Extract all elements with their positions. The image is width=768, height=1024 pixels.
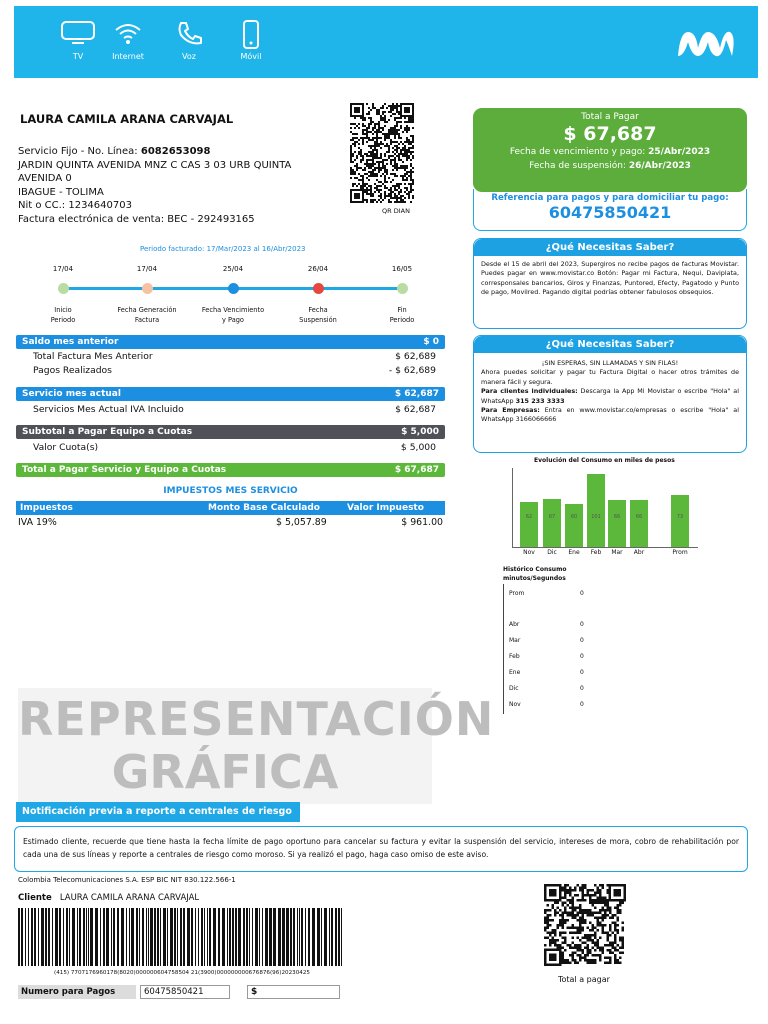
timeline-label: Fin Periodo xyxy=(389,306,415,324)
chart-x-label: Abr xyxy=(633,549,645,556)
chart-x-label: Dic xyxy=(547,549,557,556)
pay-number-field[interactable]: 60475850421 xyxy=(140,985,230,999)
timeline-date: 17/04 xyxy=(52,265,74,273)
timeline-dot xyxy=(142,283,153,294)
equipment-label: Subtotal a Pagar Equipo a Cuotas xyxy=(22,427,193,437)
tv-icon xyxy=(60,20,96,46)
services-label: Servicios Mes Actual IVA Incluido xyxy=(33,404,184,415)
individuals-text: Descarga la App Mi Movistar o escribe "Hola" al WhatsApp xyxy=(481,387,740,405)
chart-value-label: 67 xyxy=(548,514,556,520)
period-title: Periodo facturado: 17/Mar/2023 al 16/Abr/2023 xyxy=(140,245,306,253)
amount-field[interactable]: $ xyxy=(247,985,340,999)
total-title: Total a Pagar xyxy=(581,112,639,122)
client-line xyxy=(18,893,199,903)
tax-value: $ 961.00 xyxy=(401,517,443,528)
taxes-header-type: Impuestos xyxy=(20,503,73,513)
taxes-header-base: Monto Base Calculado xyxy=(208,503,320,513)
history-month: Abr xyxy=(509,621,520,628)
current-service-value: $ 62,687 xyxy=(394,389,439,399)
total-box xyxy=(473,108,747,192)
notice-title: Notificación previa a reporte a centrales de riesgo xyxy=(16,802,300,822)
reference-label: Referencia para pagos y para domiciliar tu pago: xyxy=(491,193,729,203)
timeline-label: Fecha Suspensión xyxy=(299,306,337,324)
qr-code-image xyxy=(350,103,414,203)
timeline-label: Fecha Vencimiento y Pago xyxy=(201,306,265,324)
info-box-2 xyxy=(473,335,747,453)
history-value: 0 xyxy=(580,685,584,692)
chart-bar xyxy=(565,504,583,547)
reference-box xyxy=(473,189,747,231)
companies-text: Entra en www.movistar.co/empresas o escribe "Hola" al WhatsApp 3166066666 xyxy=(481,406,739,424)
chart-y-axis xyxy=(512,468,513,547)
chart-title: Evolución del Consumo en miles de pesos xyxy=(534,457,675,464)
prev-balance-value: $ 0 xyxy=(423,337,439,347)
timeline-dot xyxy=(228,283,239,294)
payments-row xyxy=(33,364,436,377)
address-line-1: JARDIN QUINTA AVENIDA MNZ C CAS 3 03 URB QUINTA xyxy=(18,159,292,171)
address-line-2: AVENIDA 0 xyxy=(18,173,72,184)
taxes-title: IMPUESTOS MES SERVICIO xyxy=(163,486,298,496)
taxes-row xyxy=(18,517,443,528)
history-value: 0 xyxy=(580,653,584,660)
tax-base: $ 5,057.89 xyxy=(276,517,327,528)
history-month: Feb xyxy=(509,653,520,660)
individuals-label: Para clientes individuales: xyxy=(481,387,578,396)
qr-caption: Total a pagar xyxy=(558,975,610,984)
info-box-1-text: Desde el 15 de abril del 2023, Supergiros no recibe pagos de facturas Movistar. Puedes pagar en www.movistar.co Botón: Pagar mi Factura, Nequi, Daviplata, corresponsales bancarios, Giros y Finanzas, Puntored, Efecty, Pagatodo y Punto de pago, Movilred. Pagando digital podrías obtener fabulosos obsequios. xyxy=(481,260,739,297)
history-value: 0 xyxy=(580,621,584,628)
companies-label: Para Empresas: xyxy=(481,406,540,415)
client-label: Cliente xyxy=(18,893,52,903)
chart-bar xyxy=(671,495,689,547)
tax-name: IVA 19% xyxy=(18,517,57,528)
invoice-number: Factura electrónica de venta: BEC - 292493165 xyxy=(18,213,255,225)
nav-tv-label: TV xyxy=(72,52,84,61)
history-month: Dic xyxy=(509,685,519,692)
chart-x-label: Mar xyxy=(611,549,623,556)
info-box-2-text xyxy=(474,353,746,429)
prev-balance-bar xyxy=(16,335,445,349)
notice-text: Estimado cliente, recuerde que tiene hasta la fecha límite de pago oportuno para cancelar su factura y evitar la suspensión del servicio, intereses de mora, cobro de rehabilitación por cada una de sus líneas y reporte a centrales de riesgo como moroso. Si ya realizó el pago, haga caso omiso de este aviso. xyxy=(14,826,748,872)
watermark-line-1: REPRESENTACIÓN xyxy=(18,692,495,746)
current-service-label: Servicio mes actual xyxy=(22,389,121,399)
history-month: Prom xyxy=(509,590,525,597)
chart-x-label: Prom xyxy=(672,549,688,556)
prev-total-label: Total Factura Mes Anterior xyxy=(33,351,153,362)
history-axis xyxy=(503,584,504,714)
client-name: LAURA CAMILA ARANA CARVAJAL xyxy=(59,893,200,903)
chart-value-label: 60 xyxy=(570,514,578,520)
city: IBAGUE - TOLIMA xyxy=(18,186,104,198)
history-month: Mar xyxy=(509,637,521,644)
timeline-date: 26/04 xyxy=(307,265,329,273)
nav-internet[interactable] xyxy=(98,20,158,61)
due-date-line xyxy=(473,147,747,157)
equipment-value: $ 5,000 xyxy=(401,427,439,437)
chart-value-label: 66 xyxy=(635,514,643,520)
chart-value-label: 66 xyxy=(613,514,621,520)
chart-bar xyxy=(587,474,605,547)
timeline-date: 16/05 xyxy=(391,265,413,273)
history-month: Ene xyxy=(509,669,521,676)
nav-internet-label: Internet xyxy=(112,52,144,61)
timeline-label: Fecha Generación Factura xyxy=(117,306,177,324)
chart-x-label: Feb xyxy=(590,549,602,556)
history-value: 0 xyxy=(580,590,584,597)
history-title: Histórico Consumo minutos/Segundos xyxy=(503,566,567,582)
nav-voz[interactable] xyxy=(159,20,219,61)
nit: Nit o CC.: 1234640703 xyxy=(18,200,132,211)
movistar-logo xyxy=(674,26,738,60)
suspension-label: Fecha de suspensión: xyxy=(529,161,626,171)
barcode xyxy=(18,908,346,966)
suspension-line xyxy=(473,161,747,171)
service-line xyxy=(18,145,318,159)
chart-bar xyxy=(543,499,561,547)
pay-number-label: Numero para Pagos xyxy=(18,985,136,999)
suspension-date: 26/Abr/2023 xyxy=(628,161,691,171)
service-label: Servicio Fijo - No. Línea: xyxy=(18,146,138,157)
individuals-whatsapp: 315 233 3333 xyxy=(515,396,565,405)
phone-icon xyxy=(175,20,203,46)
wifi-icon xyxy=(113,20,143,46)
nav-voz-label: Voz xyxy=(182,52,196,61)
line-number: 6082653098 xyxy=(140,146,211,157)
chart-value-label: 101 xyxy=(591,514,601,520)
prev-balance-label: Saldo mes anterior xyxy=(22,337,119,347)
reference-number: 60475850421 xyxy=(548,203,672,222)
info-box-1-title: ¿Qué Necesitas Saber? xyxy=(474,239,746,256)
qr-dian-label: QR DIAN xyxy=(382,207,410,215)
current-service-bar xyxy=(16,387,445,401)
info-intro: Ahora puedes solicitar y pagar tu Factura Digital o hacer otros trámites de manera fácil y segura. xyxy=(481,368,739,386)
history-value: 0 xyxy=(580,701,584,708)
chart-value-label: 62 xyxy=(525,514,533,520)
total-bar xyxy=(16,463,445,477)
quota-value: $ 5,000 xyxy=(400,442,436,453)
services-row xyxy=(33,403,436,416)
total-label: Total a Pagar Servicio y Equipo a Cuotas xyxy=(22,465,227,475)
equipment-bar xyxy=(16,425,445,439)
due-label: Fecha de vencimiento y pago: xyxy=(509,147,646,157)
timeline-dot xyxy=(397,283,408,294)
history-value: 0 xyxy=(580,637,584,644)
watermark-line-2: GRÁFICA xyxy=(111,745,339,799)
info-headline: ¡SIN ESPERAS, SIN LLAMADAS Y SIN FILAS! xyxy=(541,359,679,367)
taxes-header-value: Valor Impuesto xyxy=(347,503,424,513)
chart-bar xyxy=(608,500,626,547)
info-box-2-title: ¿Qué Necesitas Saber? xyxy=(474,336,746,353)
header-banner xyxy=(14,6,758,78)
services-value: $ 62,687 xyxy=(395,404,436,415)
timeline-date: 25/04 xyxy=(222,265,244,273)
timeline-label: Inicio Periodo xyxy=(50,306,76,324)
info-individuals xyxy=(481,387,739,406)
quota-label: Valor Cuota(s) xyxy=(33,442,99,453)
prev-total-row xyxy=(33,350,436,363)
nav-movil-label: Móvil xyxy=(240,52,262,61)
chart-value-label: 73 xyxy=(676,514,684,520)
timeline-dot xyxy=(58,283,69,294)
timeline-dot xyxy=(313,283,324,294)
info-companies xyxy=(481,406,739,425)
payment-qr-code xyxy=(544,884,626,966)
payments-label: Pagos Realizados xyxy=(33,365,112,376)
due-date: 25/Abr/2023 xyxy=(648,147,711,157)
history-month: Nov xyxy=(509,701,521,708)
nav-movil[interactable] xyxy=(221,20,281,61)
barcode-text: (415) 7707176960178(8020)000000604758504 21(3900)000000000676876(96)20230425 xyxy=(54,970,310,976)
qr-dian xyxy=(350,103,414,205)
info-box-1 xyxy=(473,238,747,329)
chart-x-label: Nov xyxy=(523,549,535,556)
total-value: $ 67,687 xyxy=(394,465,439,475)
history-value: 0 xyxy=(580,669,584,676)
total-amount: $ 67,687 xyxy=(563,123,657,145)
chart-bar xyxy=(520,502,538,547)
payments-value: - $ 62,689 xyxy=(388,365,436,376)
customer-block xyxy=(18,145,318,226)
timeline-date: 17/04 xyxy=(136,265,158,273)
mobile-icon xyxy=(240,20,262,50)
chart-x-label: Ene xyxy=(568,549,580,556)
watermark xyxy=(18,688,495,804)
prev-total-value: $ 62,689 xyxy=(395,351,436,362)
quota-row xyxy=(33,441,436,454)
customer-name: LAURA CAMILA ARANA CARVAJAL xyxy=(20,112,234,126)
company-info: Colombia Telecomunicaciones S.A. ESP BIC NIT 830.122.566-1 xyxy=(18,876,236,884)
taxes-header xyxy=(16,501,445,515)
chart-x-axis xyxy=(512,547,698,548)
chart-bar xyxy=(630,500,648,547)
